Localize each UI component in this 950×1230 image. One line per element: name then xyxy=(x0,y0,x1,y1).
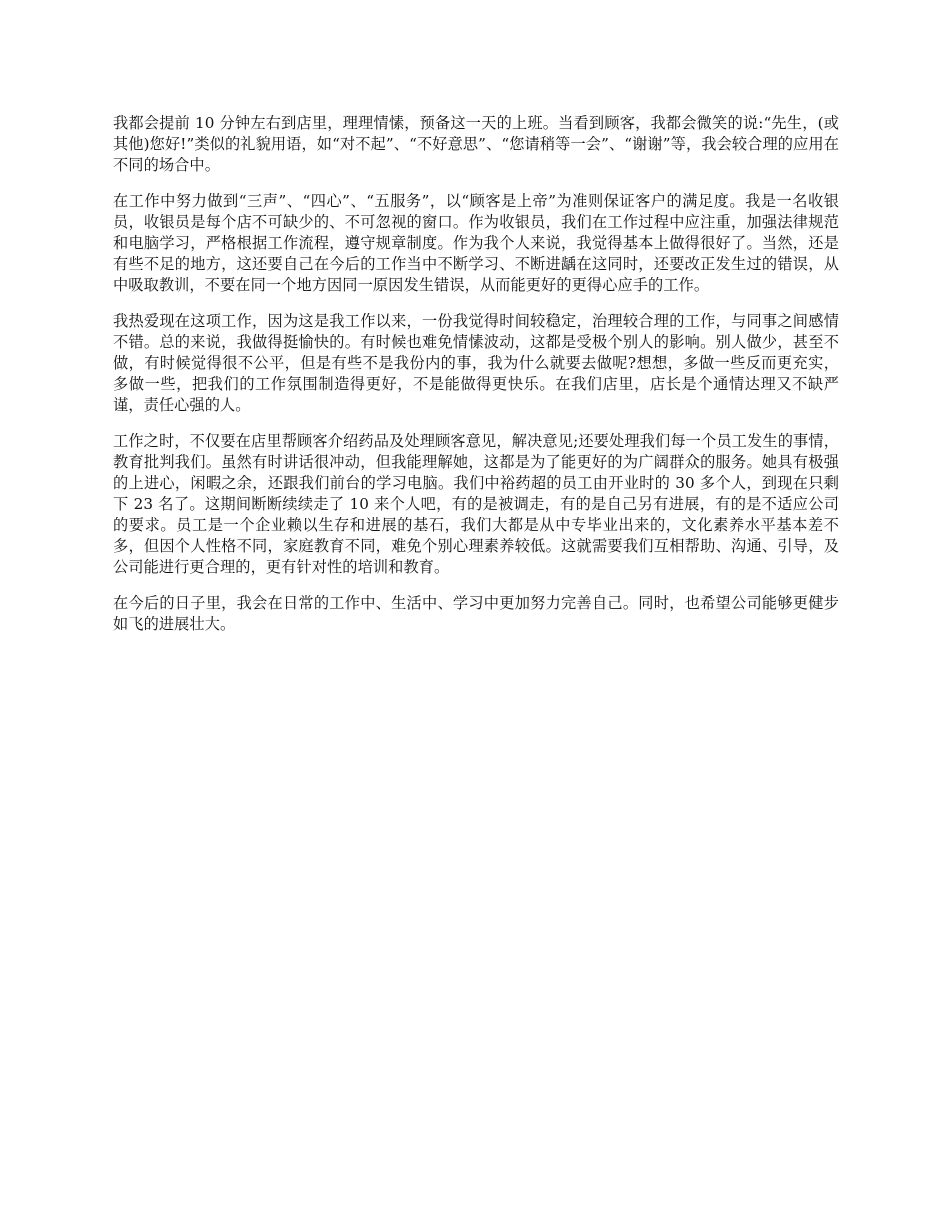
paragraph: 在今后的日子里，我会在日常的工作中、生活中、学习中更加努力完善自己。同时，也希望公司能够更健步如飞的进展壮大。 xyxy=(113,594,839,633)
document-body xyxy=(113,113,839,650)
paragraph: 我都会提前 10 分钟左右到店里，理理情愫，预备这一天的上班。当看到顾客，我都会微笑的说:“先生，(或其他)您好!”类似的礼貌用语，如“对不起”、“不好意思”、“您请稍等一会”、“谢谢”等，我会较合理的应用在不同的场合中。 xyxy=(113,114,839,174)
paragraph: 我热爱现在这项工作，因为这是我工作以来，一份我觉得时间较稳定，治理较合理的工作，与同事之间感情不错。总的来说，我做得挺愉快的。有时候也难免情愫波动，这都是受极个别人的影响。别人做少，甚至不做，有时候觉得很不公平，但是有些不是我份内的事，我为什么就要去做呢?想想，多做一些反而更充实，多做一些，把我们的工作氛围制造得更好，不是能做得更快乐。在我们店里，店长是个通情达理又不缺严谨，责任心强的人。 xyxy=(113,312,839,414)
paragraph: 工作之时，不仅要在店里帮顾客介绍药品及处理顾客意见，解决意见;还要处理我们每一个员工发生的事情，教育批判我们。虽然有时讲话很冲动，但我能理解她，这都是为了能更好的为广阔群众的服务。她具有极强的上进心，闲暇之余，还跟我们前台的学习电脑。我们中裕药超的员工由开业时的 30 多个人，到现在只剩下 23 名了。这期间断断续续走了 10 来个人吧，有的是被调走，有的是自己另有进展，有的是不适应公司的要求。员工是一个企业赖以生存和进展的基石，我们大都是从中专毕业出来的，文化素养水平基本差不多，但因个人性格不同，家庭教育不同，难免个别心理素养较低。这就需要我们互相帮助、沟通、引导，及公司能进行更合理的，更有针对性的培训和教育。 xyxy=(113,432,839,576)
paragraph: 在工作中努力做到“三声”、“四心”、“五服务”，以“顾客是上帝”为准则保证客户的满足度。我是一名收银员，收银员是每个店不可缺少的、不可忽视的窗口。作为收银员，我们在工作过程中应注重，加强法律规范和电脑学习，严格根据工作流程，遵守规章制度。作为我个人来说，我觉得基本上做得很好了。当然，还是有些不足的地方，这还要自己在今后的工作当中不断学习、不断进龋在这同时，还要改正发生过的错误，从中吸取教训，不要在同一个地方因同一原因发生错误，从而能更好的更得心应手的工作。 xyxy=(113,192,839,294)
